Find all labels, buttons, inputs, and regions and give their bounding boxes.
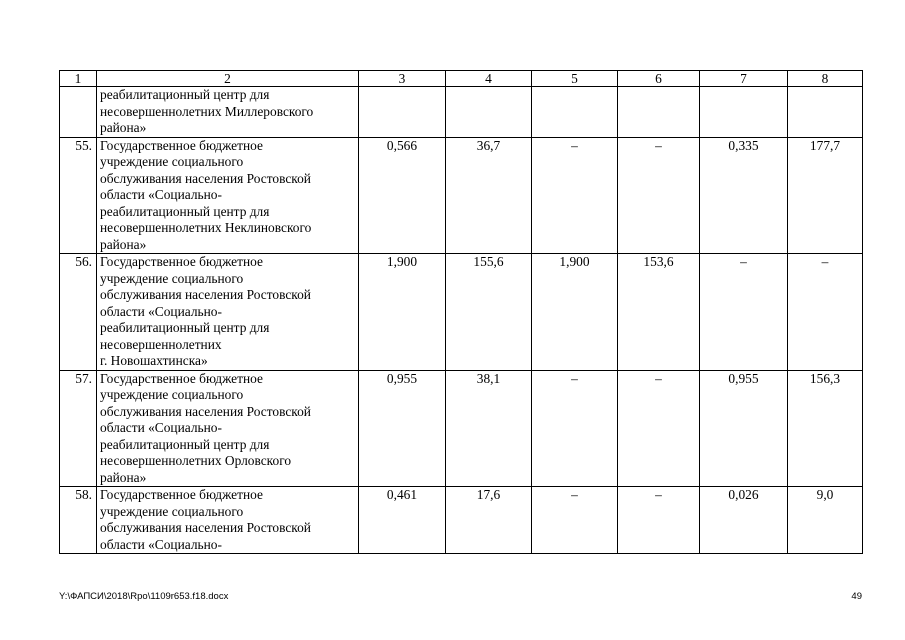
column-number-3: 3 (359, 71, 446, 87)
value-cell-col-4: 17,6 (446, 487, 532, 554)
row-number (60, 87, 97, 138)
column-number-2: 2 (97, 71, 359, 87)
value-cell-col-8: – (788, 254, 863, 371)
value-cell-col-6 (618, 87, 700, 138)
value-cell-col-7 (700, 87, 788, 138)
column-number-7: 7 (700, 71, 788, 87)
value-cell-col-4 (446, 87, 532, 138)
document-path: Y:\ФАПСИ\2018\Rpo\1109r653.f18.docx (59, 591, 229, 602)
row-number: 57. (60, 370, 97, 487)
value-cell-col-6: 153,6 (618, 254, 700, 371)
value-cell-col-8 (788, 87, 863, 138)
value-cell-col-8: 177,7 (788, 137, 863, 254)
value-cell-col-7: – (700, 254, 788, 371)
table-row (60, 87, 863, 138)
value-cell-col-7: 0,026 (700, 487, 788, 554)
value-cell-col-5: – (532, 137, 618, 254)
institution-name: Государственное бюджетное учреждение социального обслуживания населения Ростовской области «Социально- реабилитационный центр для несовершеннолетних Неклиновского района» (97, 137, 359, 254)
column-number-6: 6 (618, 71, 700, 87)
value-cell-col-7: 0,335 (700, 137, 788, 254)
value-cell-col-3: 0,566 (359, 137, 446, 254)
value-cell-col-6: – (618, 137, 700, 254)
column-number-8: 8 (788, 71, 863, 87)
value-cell-col-5: – (532, 487, 618, 554)
row-number: 56. (60, 254, 97, 371)
row-number: 58. (60, 487, 97, 554)
value-cell-col-3 (359, 87, 446, 138)
row-number: 55. (60, 137, 97, 254)
value-cell-col-4: 155,6 (446, 254, 532, 371)
table-row (60, 487, 863, 554)
table-row (60, 254, 863, 371)
value-cell-col-3: 0,461 (359, 487, 446, 554)
value-cell-col-7: 0,955 (700, 370, 788, 487)
value-cell-col-3: 1,900 (359, 254, 446, 371)
value-cell-col-8: 156,3 (788, 370, 863, 487)
column-number-1: 1 (60, 71, 97, 87)
table-row (60, 370, 863, 487)
table-body (60, 71, 863, 554)
column-number-5: 5 (532, 71, 618, 87)
page-number: 49 (851, 591, 862, 602)
institution-name: Государственное бюджетное учреждение социального обслуживания населения Ростовской области «Социально- реабилитационный центр для несовершеннолетних Орловского района» (97, 370, 359, 487)
value-cell-col-3: 0,955 (359, 370, 446, 487)
value-cell-col-8: 9,0 (788, 487, 863, 554)
value-cell-col-4: 36,7 (446, 137, 532, 254)
value-cell-col-5 (532, 87, 618, 138)
value-cell-col-5: – (532, 370, 618, 487)
table-row (60, 137, 863, 254)
institution-name: Государственное бюджетное учреждение социального обслуживания населения Ростовской области «Социально- реабилитационный центр для несовершеннолетних г. Новошахтинска» (97, 254, 359, 371)
value-cell-col-6: – (618, 370, 700, 487)
institution-name: Государственное бюджетное учреждение социального обслуживания населения Ростовской области «Социально- (97, 487, 359, 554)
column-number-4: 4 (446, 71, 532, 87)
data-table (59, 70, 863, 554)
value-cell-col-4: 38,1 (446, 370, 532, 487)
value-cell-col-6: – (618, 487, 700, 554)
header-row (60, 71, 863, 87)
value-cell-col-5: 1,900 (532, 254, 618, 371)
institution-name: реабилитационный центр для несовершеннолетних Миллеровского района» (97, 87, 359, 138)
